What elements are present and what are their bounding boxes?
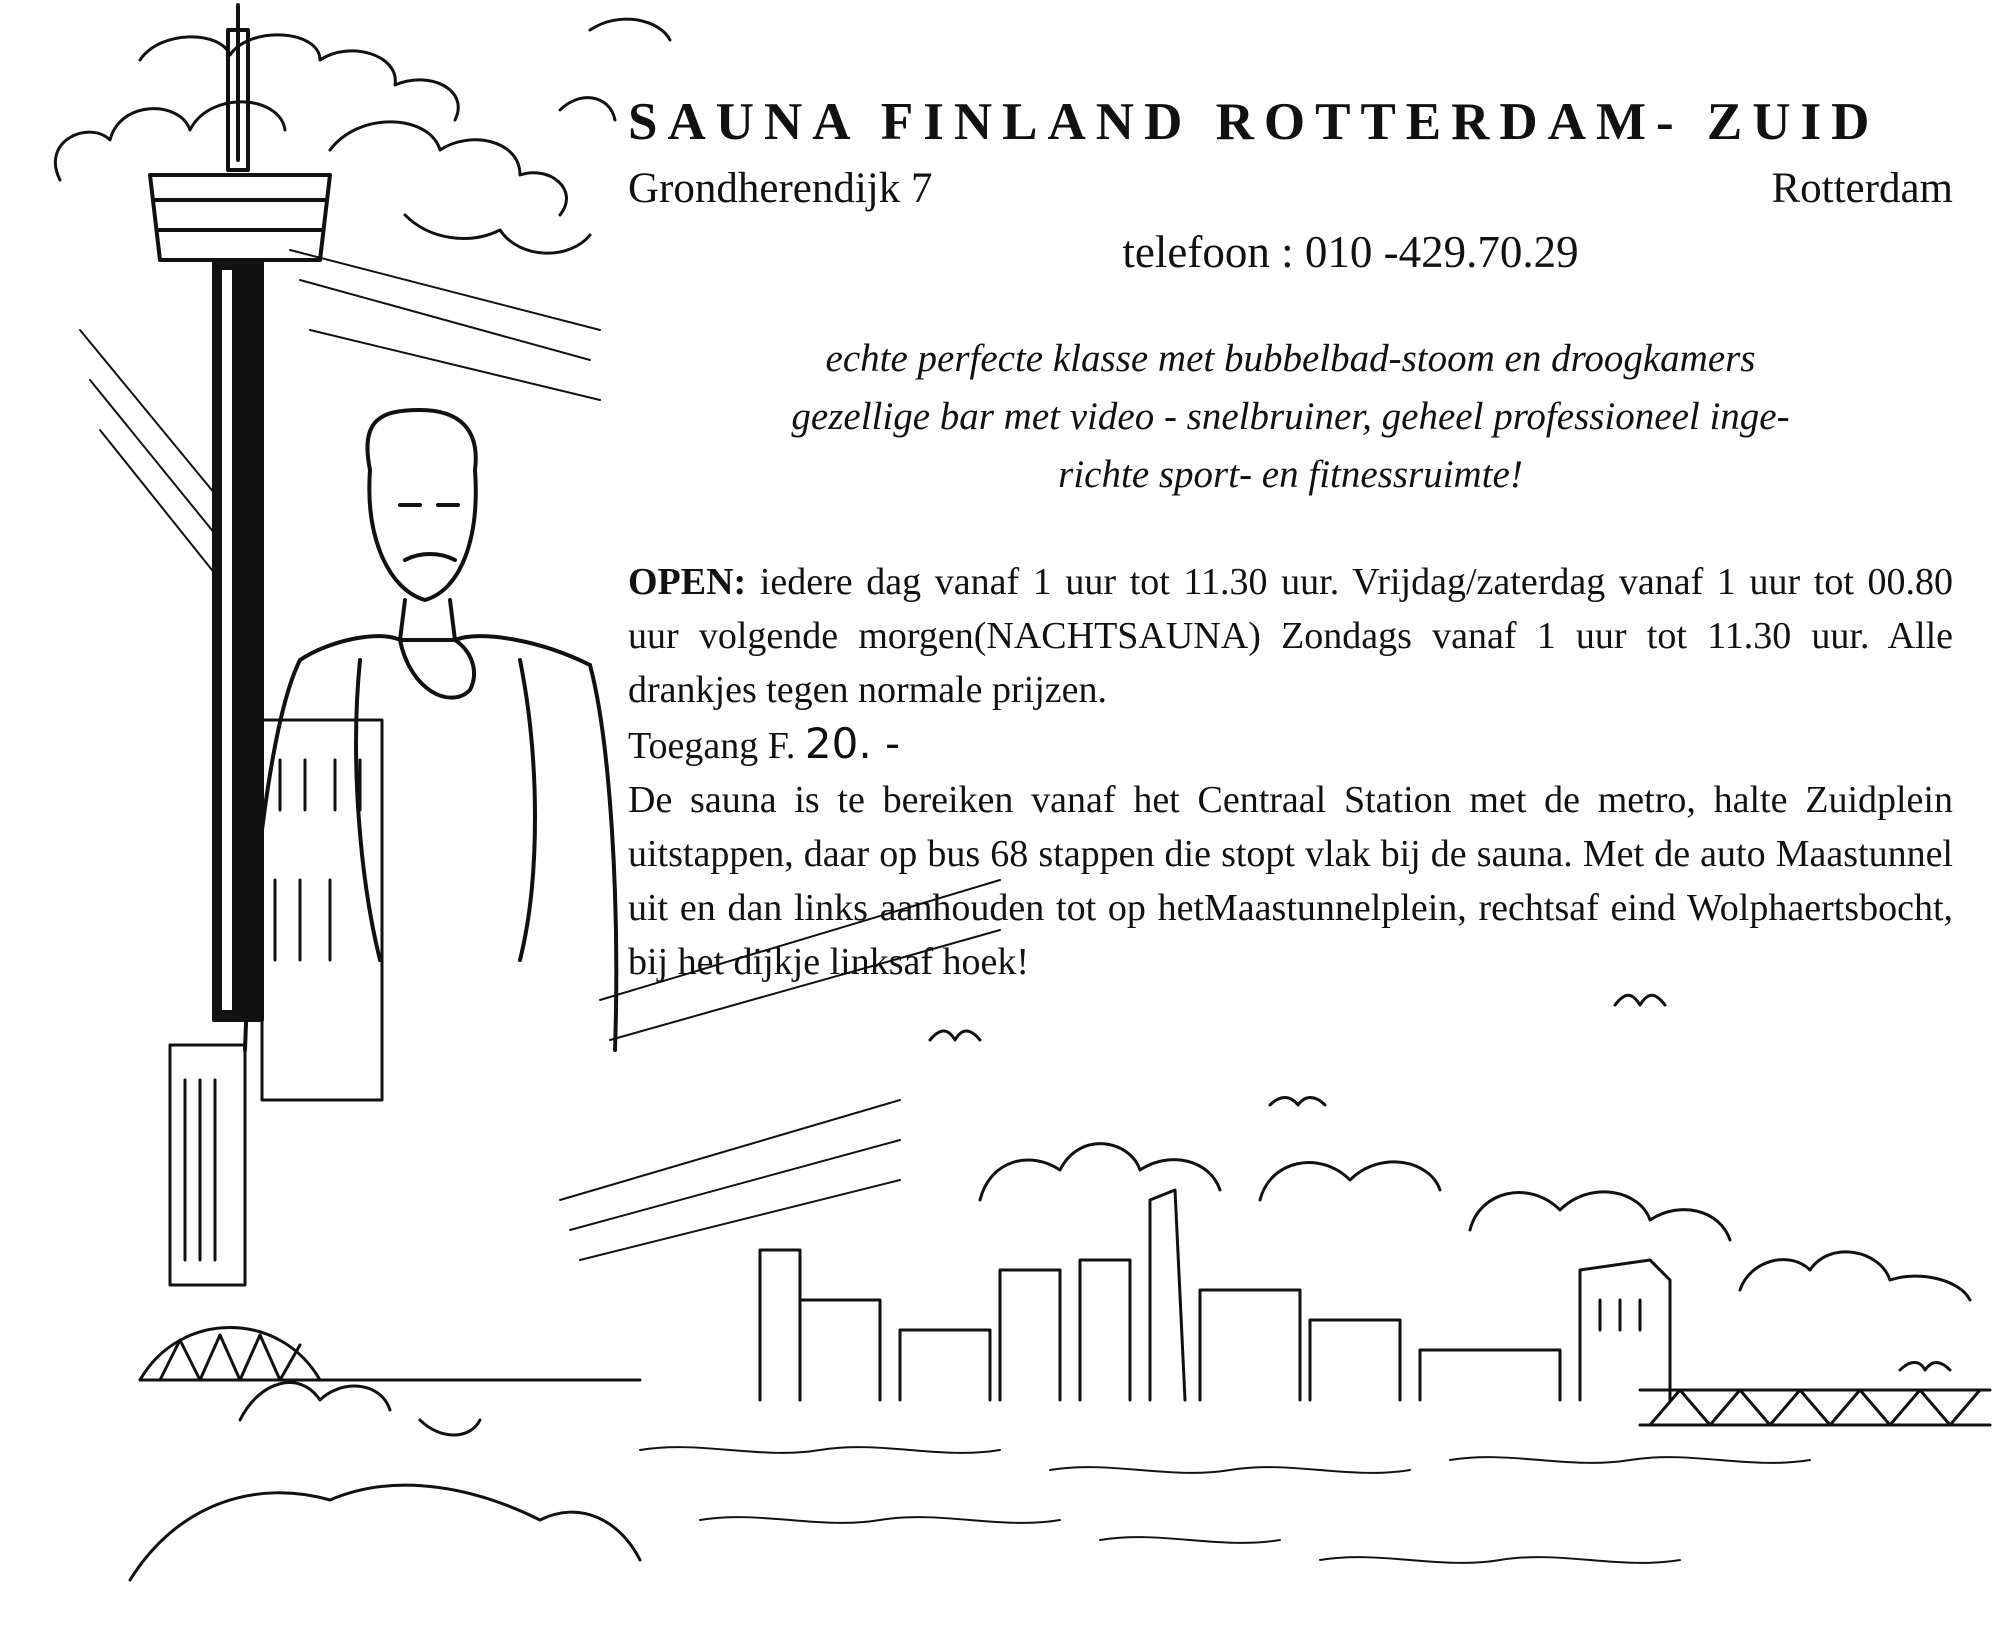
birds [930,995,1950,1370]
hours-text: iedere dag vanaf 1 uur tot 11.30 uur. Vrijdag/zaterdag vanaf 1 uur tot 00.80 uur volgende morgen(NACHTSAUNA) Zondags vanaf 1 uur tot 11.30 uur. Alle drankjes tegen normale prijzen. [628,561,1954,711]
entry-paragraph [628,717,1953,773]
sauna-title: SAUNA FINLAND ROTTERDAM- ZUID [628,93,1880,151]
church-tower [262,720,382,1100]
river-waves [640,1447,1810,1563]
bridge-right [1640,1390,1990,1425]
features-text [628,330,1953,504]
feature-line: gezellige bar met video - snelbruiner, geheel professioneel inge- [791,395,1790,438]
hours-paragraph [628,555,1953,717]
city-name: Rotterdam [1771,165,1953,212]
entry-label: Toegang F. [628,725,796,767]
city-skyline [760,1190,1670,1400]
clouds-top [55,19,670,253]
directions-text: De sauna is te bereiken vanaf het Centraal Station met de metro, halte Zuidplein uitstappen, daar op bus 68 stappen die stopt vlak bij de sauna. Met de auto Maastunnel uit en dan links aanhouden tot op hetMaastunnelplein, rechtsaf eind Wolphaertsbocht, bij het dijkje linksaf hoek! [628,779,1953,983]
header [628,92,1953,282]
address-row [628,160,1953,218]
open-label: OPEN: [628,561,747,603]
bridge-left [140,1328,640,1381]
street-address: Grondherendijk 7 [628,165,933,212]
opening-info [628,555,1953,989]
feature-line: echte perfecte klasse met bubbelbad-stoom en droogkamers [825,337,1756,380]
foliage-lower-left [130,1383,640,1580]
phone-number: telefoon : 010 -429.70.29 [1122,227,1579,277]
feature-line: richte sport- en fitnessruimte! [1058,453,1523,496]
euromast-tower [150,5,330,1020]
entry-price: 20. - [804,719,901,768]
left-building [170,1045,245,1285]
